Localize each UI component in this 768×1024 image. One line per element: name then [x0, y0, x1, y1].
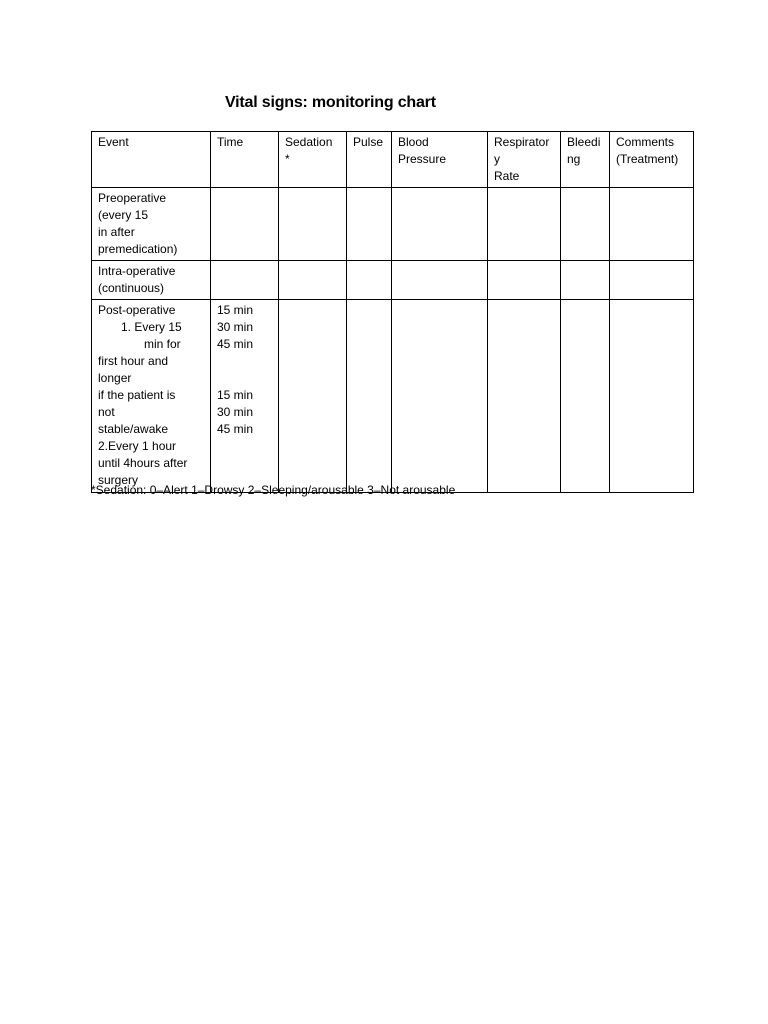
pulse-cell[interactable]	[347, 188, 392, 261]
blood-pressure-cell[interactable]	[392, 300, 488, 493]
header-row	[92, 132, 694, 188]
event-cell-preoperative	[92, 188, 211, 261]
time-cell-postoperative[interactable]	[211, 300, 279, 493]
time-text: 45 min	[217, 337, 254, 351]
time-text: 45 min	[217, 422, 254, 436]
event-text: (every 15	[98, 208, 149, 222]
event-text: 2.Every 1 hour	[98, 439, 177, 453]
blood-pressure-cell[interactable]	[392, 188, 488, 261]
table-row	[92, 261, 694, 300]
event-text: if the patient is	[98, 388, 176, 402]
comments-cell[interactable]	[610, 261, 694, 300]
event-text: premedication)	[98, 242, 178, 256]
time-cell[interactable]	[211, 188, 279, 261]
event-text: Preoperative	[98, 191, 167, 205]
header-pulse	[347, 132, 392, 188]
time-text: 15 min	[217, 388, 254, 402]
header-comments-line1: Comments	[616, 135, 675, 149]
table-row	[92, 188, 694, 261]
time-text: 30 min	[217, 405, 254, 419]
event-text: 1. Every 15	[121, 320, 182, 334]
bleeding-cell[interactable]	[561, 261, 610, 300]
event-text: (continuous)	[98, 281, 165, 295]
bleeding-cell[interactable]	[561, 300, 610, 493]
header-blood-pressure	[392, 132, 488, 188]
respiratory-rate-cell[interactable]	[488, 261, 561, 300]
time-text: 15 min	[217, 303, 254, 317]
header-respiratory-line1: Respirator	[494, 135, 550, 149]
header-comments	[610, 132, 694, 188]
event-text: first hour and	[98, 354, 169, 368]
header-comments-line2: (Treatment)	[616, 152, 679, 166]
pulse-cell[interactable]	[347, 261, 392, 300]
event-text: until 4hours after	[98, 456, 188, 470]
event-text: longer	[98, 371, 132, 385]
respiratory-rate-cell[interactable]	[488, 300, 561, 493]
event-text: stable/awake	[98, 422, 169, 436]
header-respiratory-line3: Rate	[494, 169, 520, 183]
table-row	[92, 300, 694, 493]
time-cell[interactable]	[211, 261, 279, 300]
monitoring-table	[91, 131, 694, 493]
header-bleeding	[561, 132, 610, 188]
header-event-label: Event	[98, 135, 129, 149]
sedation-cell[interactable]	[279, 300, 347, 493]
header-pulse-label: Pulse	[353, 135, 384, 149]
header-blood-pressure-line2: Pressure	[398, 152, 447, 166]
bleeding-cell[interactable]	[561, 188, 610, 261]
comments-cell[interactable]	[610, 300, 694, 493]
sedation-footnote: *Sedation: 0–Alert 1–Drowsy 2–Sleeping/arousable 3–Not arousable	[91, 483, 456, 497]
header-sedation	[279, 132, 347, 188]
page-title: Vital signs: monitoring chart	[225, 94, 436, 111]
event-text: Intra-operative	[98, 264, 176, 278]
event-text: in after	[98, 225, 135, 239]
header-blood-pressure-line1: Blood	[398, 135, 429, 149]
header-event	[92, 132, 211, 188]
time-gap	[217, 370, 274, 387]
respiratory-rate-cell[interactable]	[488, 188, 561, 261]
event-cell-postoperative	[92, 300, 211, 493]
header-sedation-label: Sedation	[285, 135, 333, 149]
time-gap	[217, 353, 274, 370]
time-text: 30 min	[217, 320, 254, 334]
blood-pressure-cell[interactable]	[392, 261, 488, 300]
event-text: surgery	[98, 473, 139, 487]
comments-cell[interactable]	[610, 188, 694, 261]
header-bleeding-line1: Bleedi	[567, 135, 601, 149]
event-text: min for	[144, 337, 181, 351]
header-respiratory-line2: y	[494, 152, 500, 166]
header-bleeding-line2: ng	[567, 152, 581, 166]
header-time-label: Time	[217, 135, 244, 149]
sedation-cell[interactable]	[279, 261, 347, 300]
header-time	[211, 132, 279, 188]
event-text: not	[98, 405, 115, 419]
header-respiratory-rate	[488, 132, 561, 188]
event-cell-intraoperative	[92, 261, 211, 300]
sedation-cell[interactable]	[279, 188, 347, 261]
pulse-cell[interactable]	[347, 300, 392, 493]
event-text: Post-operative	[98, 303, 176, 317]
header-sedation-asterisk: *	[285, 152, 290, 166]
